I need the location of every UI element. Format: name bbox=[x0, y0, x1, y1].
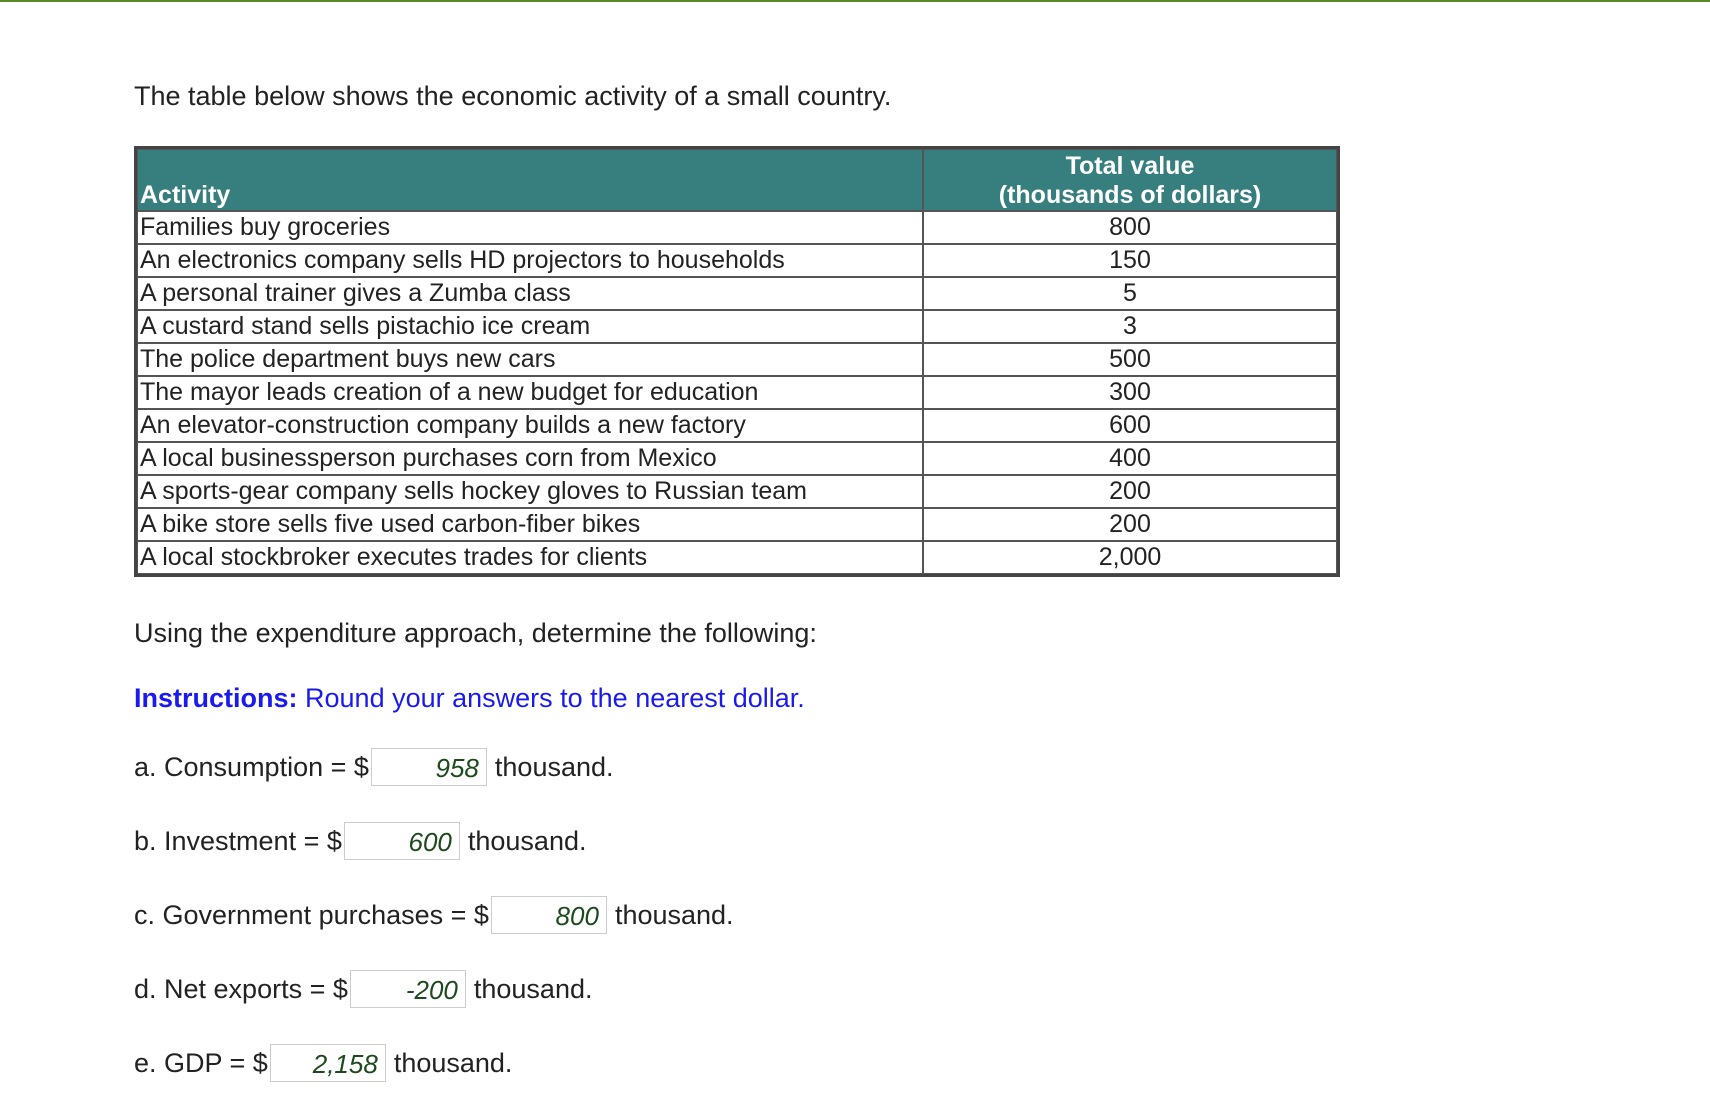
activity-cell: The mayor leads creation of a new budget for education bbox=[137, 376, 923, 409]
activity-cell: A custard stand sells pistachio ice cream bbox=[137, 310, 923, 343]
activity-cell: A local stockbroker executes trades for clients bbox=[137, 541, 923, 574]
table-row bbox=[137, 508, 1337, 541]
top-rule bbox=[0, 0, 1710, 2]
intro-text: The table below shows the economic activity of a small country. bbox=[134, 81, 892, 111]
value-cell: 200 bbox=[923, 508, 1337, 541]
economic-activity-table bbox=[134, 146, 1340, 577]
answer-row-net-exports bbox=[134, 970, 592, 1008]
answer-row-investment bbox=[134, 822, 586, 860]
table-row bbox=[137, 475, 1337, 508]
header-total-value bbox=[923, 149, 1337, 211]
table-row bbox=[137, 244, 1337, 277]
government-purchases-label: c. Government purchases = $ bbox=[134, 899, 489, 930]
table-row bbox=[137, 409, 1337, 442]
value-cell: 5 bbox=[923, 277, 1337, 310]
gdp-label: e. GDP = $ bbox=[134, 1047, 268, 1078]
activity-cell: Families buy groceries bbox=[137, 211, 923, 244]
consumption-unit: thousand. bbox=[494, 751, 614, 782]
activity-cell: A bike store sells five used carbon-fiber bikes bbox=[137, 508, 923, 541]
value-cell: 600 bbox=[923, 409, 1337, 442]
value-cell: 500 bbox=[923, 343, 1337, 376]
answer-row-consumption bbox=[134, 748, 614, 786]
header-total-value-line2: (thousands of dollars) bbox=[998, 181, 1262, 209]
instructions bbox=[134, 683, 805, 714]
gdp-unit: thousand. bbox=[393, 1047, 513, 1078]
value-cell: 2,000 bbox=[923, 541, 1337, 574]
instructions-text: Round your answers to the nearest dollar. bbox=[297, 683, 805, 713]
header-activity: Activity bbox=[137, 149, 923, 211]
value-cell: 150 bbox=[923, 244, 1337, 277]
table-row bbox=[137, 343, 1337, 376]
table-row bbox=[137, 541, 1337, 574]
value-cell: 3 bbox=[923, 310, 1337, 343]
activity-cell: A sports-gear company sells hockey gloves to Russian team bbox=[137, 475, 923, 508]
value-cell: 800 bbox=[923, 211, 1337, 244]
answer-row-gdp bbox=[134, 1044, 512, 1082]
value-cell: 300 bbox=[923, 376, 1337, 409]
investment-label: b. Investment = $ bbox=[134, 825, 342, 856]
table-header-row bbox=[137, 149, 1337, 211]
government-purchases-answer-field[interactable]: 800 bbox=[491, 896, 607, 934]
table-row bbox=[137, 310, 1337, 343]
activity-cell: A local businessperson purchases corn from Mexico bbox=[137, 442, 923, 475]
instructions-label: Instructions: bbox=[134, 683, 298, 713]
answer-row-government-purchases bbox=[134, 896, 734, 934]
consumption-answer-field[interactable]: 958 bbox=[371, 748, 487, 786]
activity-cell: An electronics company sells HD projectors to households bbox=[137, 244, 923, 277]
net-exports-unit: thousand. bbox=[473, 973, 593, 1004]
investment-answer-field[interactable]: 600 bbox=[344, 822, 460, 860]
prompt-text: Using the expenditure approach, determine the following: bbox=[134, 618, 817, 648]
investment-unit: thousand. bbox=[467, 825, 587, 856]
activity-cell: A personal trainer gives a Zumba class bbox=[137, 277, 923, 310]
table-row bbox=[137, 442, 1337, 475]
table-row bbox=[137, 376, 1337, 409]
activity-cell: The police department buys new cars bbox=[137, 343, 923, 376]
net-exports-answer-field[interactable]: -200 bbox=[350, 970, 466, 1008]
value-cell: 400 bbox=[923, 442, 1337, 475]
consumption-label: a. Consumption = $ bbox=[134, 751, 369, 782]
table-row bbox=[137, 211, 1337, 244]
header-total-value-line1: Total value bbox=[1065, 152, 1195, 180]
gdp-answer-field[interactable]: 2,158 bbox=[270, 1044, 386, 1082]
value-cell: 200 bbox=[923, 475, 1337, 508]
net-exports-label: d. Net exports = $ bbox=[134, 973, 348, 1004]
government-purchases-unit: thousand. bbox=[614, 899, 734, 930]
activity-cell: An elevator-construction company builds a new factory bbox=[137, 409, 923, 442]
table-row bbox=[137, 277, 1337, 310]
